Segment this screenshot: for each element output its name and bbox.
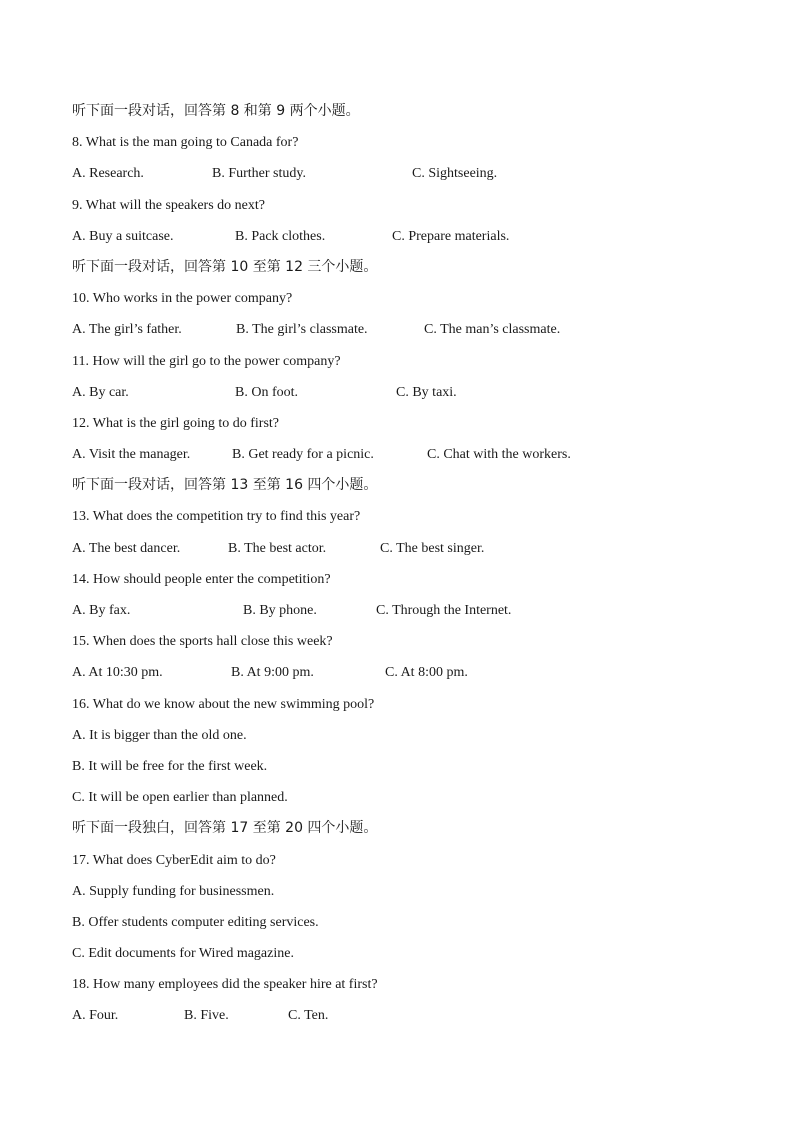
answer-option: B. At 9:00 pm. [231, 665, 314, 681]
question-text: 17. What does CyberEdit aim to do? [72, 852, 276, 868]
section-heading: 听下面一段对话，回答第 10 至第 12 三个小题。 [72, 258, 378, 275]
question-text: 18. How many employees did the speaker hire at first? [72, 977, 378, 993]
answer-option: A. By car. [72, 384, 129, 400]
answer-option: C. The man’s classmate. [424, 322, 561, 338]
question-text: A. It is bigger than the old one. [72, 727, 247, 743]
answer-option: B. Pack clothes. [235, 228, 326, 244]
section-heading: 听下面一段对话，回答第 13 至第 16 四个小题。 [72, 477, 378, 494]
answer-options-row [72, 221, 752, 252]
question-text: 14. How should people enter the competition? [72, 571, 331, 587]
answer-option: C. By taxi. [396, 384, 457, 400]
question-text: B. Offer students computer editing services. [72, 914, 319, 930]
answer-option: B. Further study. [212, 166, 306, 182]
section-heading: 听下面一段独白，回答第 17 至第 20 四个小题。 [72, 820, 378, 837]
answer-options-row [72, 595, 752, 626]
answer-option: A. Visit the manager. [72, 447, 191, 463]
answer-option: A. At 10:30 pm. [72, 665, 163, 681]
question-text: 15. When does the sports hall close this week? [72, 634, 333, 650]
answer-option: A. Four. [72, 1008, 119, 1024]
answer-option: A. Buy a suitcase. [72, 228, 174, 244]
answer-option: B. Get ready for a picnic. [232, 447, 374, 463]
answer-option: B. On foot. [235, 384, 298, 400]
answer-options-row [72, 657, 752, 688]
answer-option: B. Five. [184, 1008, 229, 1024]
answer-options-row [72, 439, 752, 470]
answer-option: C. At 8:00 pm. [385, 665, 468, 681]
answer-option: C. Through the Internet. [376, 603, 512, 618]
answer-option: B. The girl’s classmate. [236, 322, 368, 338]
answer-options-row [72, 158, 752, 189]
answer-option: C. Ten. [288, 1008, 329, 1024]
question-text: 8. What is the man going to Canada for? [72, 135, 299, 151]
answer-option: C. Prepare materials. [392, 228, 510, 244]
answer-option: B. By phone. [243, 603, 317, 618]
answer-options-row [72, 377, 752, 408]
question-text: 11. How will the girl go to the power company? [72, 353, 341, 369]
answer-options-row [72, 1000, 752, 1031]
answer-option: A. The best dancer. [72, 540, 181, 556]
answer-option: A. By fax. [72, 603, 131, 618]
answer-option: C. Sightseeing. [412, 166, 498, 182]
answer-option: A. Research. [72, 166, 144, 182]
question-text: 9. What will the speakers do next? [72, 197, 265, 213]
question-text: 16. What do we know about the new swimming pool? [72, 696, 375, 712]
question-text: 10. Who works in the power company? [72, 291, 293, 307]
question-text: 13. What does the competition try to find this year? [72, 509, 361, 525]
question-text: C. It will be open earlier than planned. [72, 790, 288, 806]
answer-option: B. The best actor. [228, 540, 327, 556]
section-heading: 听下面一段对话，回答第 8 和第 9 两个小题。 [72, 103, 360, 119]
answer-options-row [72, 314, 752, 345]
question-text: A. Supply funding for businessmen. [72, 883, 275, 899]
answer-option: C. The best singer. [380, 540, 485, 556]
question-text: 12. What is the girl going to do first? [72, 415, 279, 431]
answer-options-row [72, 533, 752, 564]
answer-option: A. The girl’s father. [72, 322, 182, 338]
question-text: C. Edit documents for Wired magazine. [72, 946, 294, 962]
question-text: B. It will be free for the first week. [72, 758, 268, 774]
exam-page [72, 96, 752, 1032]
answer-option: C. Chat with the workers. [427, 447, 571, 463]
